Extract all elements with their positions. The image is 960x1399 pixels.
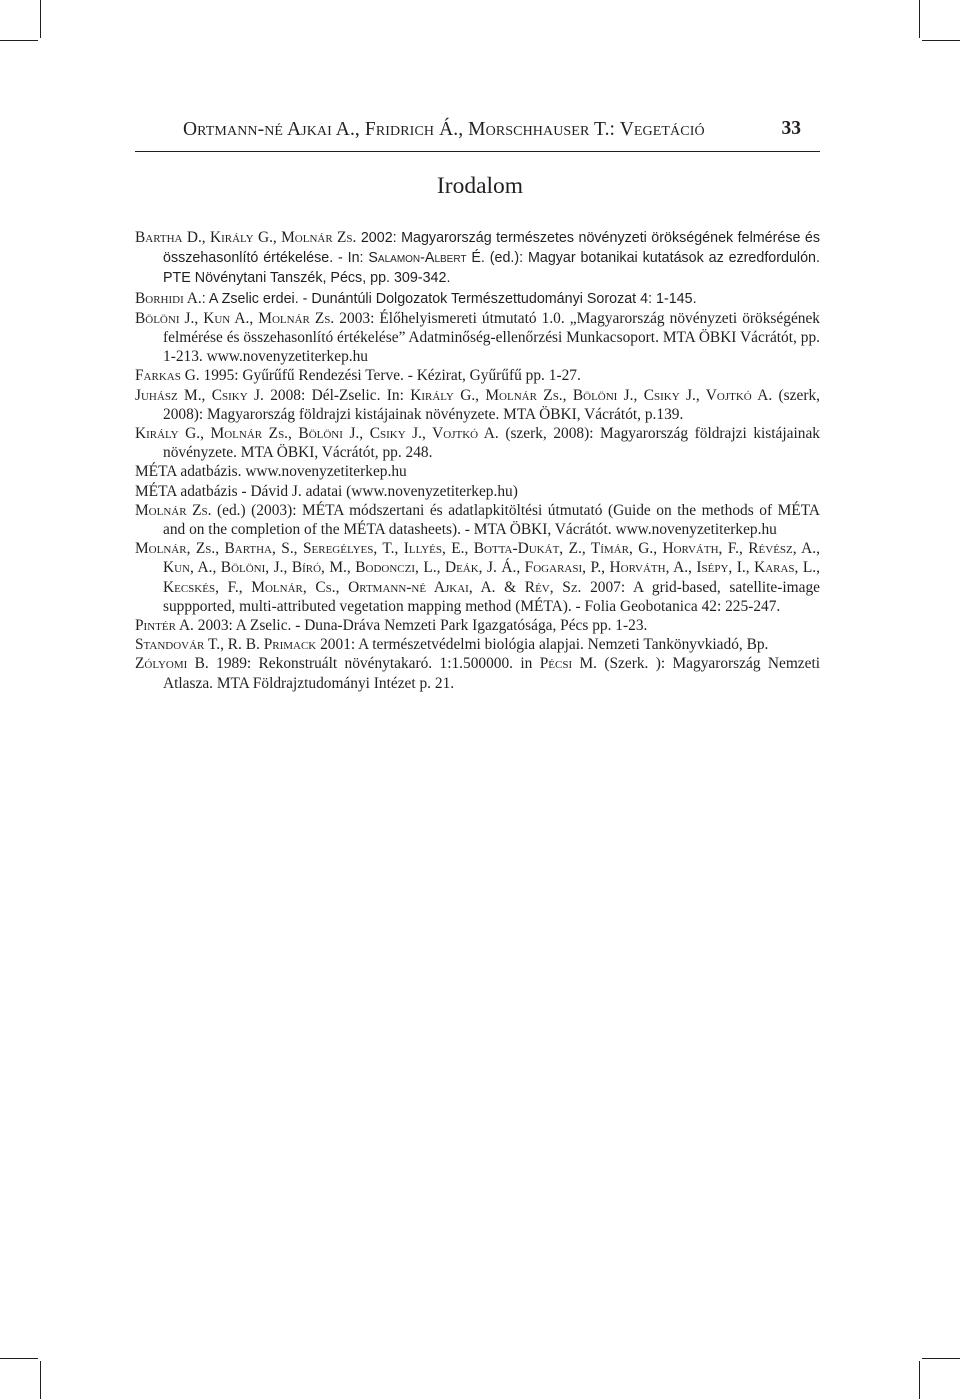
reference-item (135, 635, 820, 654)
ref-authors: Pintér A. (135, 617, 194, 635)
ref-authors: Borhidi A. (135, 289, 202, 307)
reference-item (135, 228, 820, 289)
ref-editors: Király G., Molnár Zs., Bölöni J., Csiky J., Vojtkó A. (410, 386, 773, 404)
reference-item (135, 424, 820, 462)
ref-authors: Király G., Molnár Zs., Bölöni J., Csiky J., Vojtkó A. (135, 425, 499, 443)
ref-text: 2008: Dél-Zselic. In: (263, 386, 411, 404)
ref-authors: Farkas G. (135, 367, 200, 385)
crop-mark-bottom-right-horizontal (922, 1358, 960, 1359)
ref-text: (szerk, 2008): Magyarország földrajzi kistájainak növényzete. MTA ÖBKI, Vácrátót, p.139. (163, 386, 820, 423)
crop-mark-top-left-horizontal (0, 40, 38, 41)
ref-text: MÉTA adatbázis. www.novenyzetiterkep.hu (135, 463, 407, 481)
page-number: 33 (781, 118, 801, 139)
ref-authors: Bölöni J., Kun A., Molnár Zs. (135, 309, 335, 327)
crop-mark-bottom-right (919, 1361, 920, 1399)
ref-text: (szerk, 2008): Magyarország földrajzi kistájainak növényzete. MTA ÖBKI, Vácrátót, pp. 248. (163, 425, 820, 462)
ref-text: (Szerk. ): Magyarország Nemzeti Atlasza. MTA Földrajztudományi Intézet p. 21. (163, 655, 821, 692)
ref-text: (ed.) (2003): MÉTA módszertani és adatlapkitöltési útmutató (Guide on the methods of MÉTA and on the completion of the MÉTA datasheets). - MTA ÖBKI, Vácrátót. www.novenyzetiterkep.hu (163, 501, 820, 539)
ref-text: : A Zselic erdei. - Dunántúli Dolgozatok Természettudományi Sorozat 4: 1-145. (201, 290, 697, 307)
reference-item (135, 289, 820, 309)
header-rule (135, 151, 820, 152)
running-head-authors: Ortmann-né Ajkai A., Fridrich Á., Morschhauser T.: Vegetáció (183, 119, 705, 140)
reference-item (135, 462, 820, 481)
ref-authors: Bartha D., Király G., Molnár Zs. (135, 229, 357, 246)
ref-text: 2001: A természetvédelmi biológia alapjai. Nemzeti Tankönyvkiadó, Bp. (316, 636, 769, 654)
crop-mark-top-left (40, 0, 41, 38)
crop-mark-top-right (919, 0, 920, 38)
ref-text: MÉTA adatbázis - Dávid J. adatai (www.novenyzetiterkep.hu) (135, 482, 518, 500)
reference-item (135, 654, 820, 692)
ref-text: 2002: Magyarország természetes növényzeti örökségének felmérése és összehasonlító értékelése. - In: (163, 230, 820, 267)
reference-item (135, 309, 820, 367)
ref-text: (ed.): Magyar botanikai kutatások az ezredfordulón. PTE Növénytani Tanszék, Pécs, pp. 309-342. (163, 250, 820, 287)
ref-editors: Salamon-Albert É. (368, 250, 485, 267)
reference-item (135, 539, 820, 616)
crop-mark-bottom-left (40, 1361, 41, 1399)
ref-text: 2007: A grid-based, satellite-image suppported, multi-attributed vegetation mapping method (MÉTA). - Folia Geobotanica 42: 225-247. (163, 578, 820, 615)
reference-item (135, 386, 820, 424)
crop-mark-bottom-left-horizontal (0, 1358, 38, 1359)
reference-item (135, 482, 820, 501)
ref-text: 1989: Rekonstruált növénytakaró. 1:1.500000. in (208, 655, 540, 673)
ref-authors: Standovár T., R. B. Primack (135, 636, 317, 654)
ref-text: 2003: Élőhelyismereti útmutató 1.0. „Magyarország növényzeti örökségének felmérése és összehasonlító értékelése” Adatminőség-ellenőrzési Munkacsoport. MTA ÖBKI Vácrátót, pp. 1-213. www.novenyzetiterkep.hu (163, 309, 820, 366)
ref-text: 1995: Gyűrűfű Rendezési Terve. - Kézirat, Gyűrűfű pp. 1-27. (199, 367, 581, 385)
section-title: Irodalom (436, 173, 524, 199)
running-head (135, 119, 820, 149)
reference-list (135, 228, 820, 693)
ref-editors: Pécsi M. (539, 655, 598, 673)
ref-text: 2003: A Zselic. - Duna-Dráva Nemzeti Park Igazgatósága, Pécs pp. 1-23. (193, 617, 648, 635)
ref-authors: Zólyomi B. (135, 655, 209, 673)
crop-mark-top-right-horizontal (922, 40, 960, 41)
reference-item (135, 501, 820, 539)
ref-authors: Molnár, Zs., Bartha, S., Seregélyes, T., Illyés, E., Botta-Dukát, Z., Tímár, G., Horváth, F., Révész, A., Kun, A., Bölöni, J., Bíró, M., Bodonczi, L., Deák, J. Á., Fogarasi, P., Horváth, A., Isépy, I., Karas, L., Kecskés, F., Molnár, Cs., Ortmann-né Ajkai, A. & Rév, Sz. (135, 540, 820, 596)
reference-item (135, 366, 820, 385)
ref-authors: Molnár Zs. (135, 501, 212, 519)
reference-item (135, 616, 820, 635)
ref-authors: Juhász M., Csiky J. (135, 386, 264, 404)
